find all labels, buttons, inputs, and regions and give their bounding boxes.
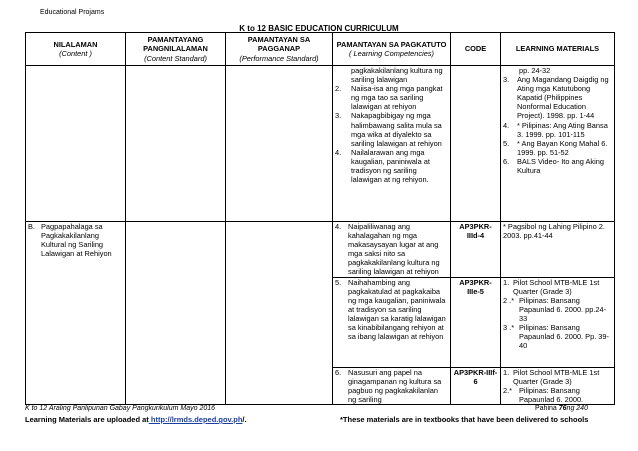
footer-upload-note: Learning Materials are uploaded at http://lrmds.deped.gov.ph/. <box>25 415 247 424</box>
list-item: 2 .* Pilipinas: Bansang Papaunlad 6. 2000. pp.24-33 <box>503 295 607 323</box>
performance-standard-cell <box>226 222 333 405</box>
table-row <box>26 222 615 278</box>
col-header-learning-competencies: PAMANTAYAN SA PAGKATUTO ( Learning Competencies) <box>333 33 451 66</box>
competencies-cell <box>333 66 451 222</box>
col-header-learning-materials: LEARNING MATERIALS <box>501 33 615 66</box>
list-item: 4. Naipaliliwanag ang kahalagahan ng mga makasaysayan lugar at ang mga saksi nito sa pagkakakilanlang kultura ng sariling lalawigan at rehiyon <box>335 222 440 277</box>
materials-cell <box>501 277 615 367</box>
footer-guide: K to 12 Araling Panlipunan Gabay Pangkurikulum Mayo 2016 <box>25 405 216 412</box>
list-item: 4. Nailalarawan ang mga kaugalian, paniniwala at tradisyon ng sariling lalawigan at ng rehiyon. <box>335 147 430 185</box>
code-cell: AP3PKR-IIId-4 <box>451 222 501 278</box>
list-item: 2.* Pilipinas: Bansang Papaunlad 6. 2000. <box>503 385 584 404</box>
code-cell: AP3PKR-IIIf-6 <box>451 367 501 404</box>
materials-cell: * Pagsibol ng Lahing Pilipino 2. 2003. pp.41-44 <box>501 222 615 278</box>
materials-cell <box>501 66 615 222</box>
list-item: 3 .* Pilipinas: Bansang Papaunlad 6. 2000. Pp. 39-40 <box>503 323 609 351</box>
list-item: 4. * Pilipinas: Ang Ating Bansa 3. 1999. pp. 101-115 <box>503 120 608 139</box>
content-cell <box>26 66 126 222</box>
code-cell <box>451 66 501 222</box>
list-item: 2. Naiisa-isa ang mga pangkat ng mga tao sa sariling lalawigan at rehiyon <box>335 84 443 112</box>
competencies-cell <box>333 222 451 278</box>
list-item: 5. * Ang Bayan Kong Mahal 6. 1999. pp. 51-52 <box>503 138 608 157</box>
list-item: 6. BALS Video- Ito ang Aking Kultura <box>503 156 604 176</box>
lrmds-link[interactable]: http://lrmds.deped.gov.ph <box>148 415 243 424</box>
content-b: B. Pagpapahalaga sa Pagkakakilanlang Kultural ng Sariling Lalawigan at Rehiyon <box>28 222 112 259</box>
list-item: 3. Nakapagbibigay ng mga halimbawang salita mula sa mga wika at diyalekto sa sariling lalawigan at rehiyon <box>335 111 442 148</box>
col-header-content-standard: PAMANTAYANG PANGNILALAMAN (Content Standard) <box>126 33 226 66</box>
header-note: Educational Projams <box>40 9 105 16</box>
list-item: 1. Pilot School MTB-MLE 1st Quarter (Grade 3) <box>503 367 600 386</box>
competencies-cell <box>333 277 451 367</box>
list-item: 1. Pilot School MTB-MLE 1st Quarter (Grade 3) <box>503 277 600 296</box>
list-item: 3. Ang Magandang Daigdig ng Ating mga Katutubong Kapatid (Philippines Nonformal Education Project). 1998. pp. 1-44 <box>503 75 609 121</box>
page-number: Pahina 76ng 240 <box>535 405 588 412</box>
table-row <box>26 66 615 222</box>
code-cell: AP3PKR-IIIe-5 <box>451 277 501 367</box>
list-item: 5. Naihahambing ang pagkakatulad at pagkakaiba ng mga kaugalian, paniniwala at tradisyon sa sariling lalawigan sa karatig lalawigan sa kinabibilangang rehiyon at sa ibang lalawigan at rehiyon <box>335 277 446 342</box>
material-continuation: pp. 24-32 <box>519 66 551 75</box>
col-header-content: NILALAMAN (Content ) <box>26 33 126 66</box>
content-standard-cell <box>126 66 226 222</box>
materials-cell <box>501 367 615 404</box>
curriculum-table <box>25 32 615 405</box>
performance-standard-cell <box>226 66 333 222</box>
col-header-performance-standard: PAMANTAYAN SA PAGGANAP (Performance Standard) <box>226 33 333 66</box>
doc-title: K to 12 BASIC EDUCATION CURRICULUM <box>239 24 399 33</box>
col-header-code: CODE <box>451 33 501 66</box>
footer-materials-note: *These materials are in textbooks that have been delivered to schools <box>340 415 589 424</box>
content-cell <box>26 222 126 405</box>
competency-continuation: pagkakakilanlang kultura ng sariling lalawigan <box>351 66 443 85</box>
competencies-cell <box>333 367 451 404</box>
content-standard-cell <box>126 222 226 405</box>
header-row <box>26 33 615 66</box>
list-item: 6. Nasusuri ang papel na ginagampanan ng kultura sa pagbuo ng pagkakakilanlan ng sariling <box>335 367 442 404</box>
